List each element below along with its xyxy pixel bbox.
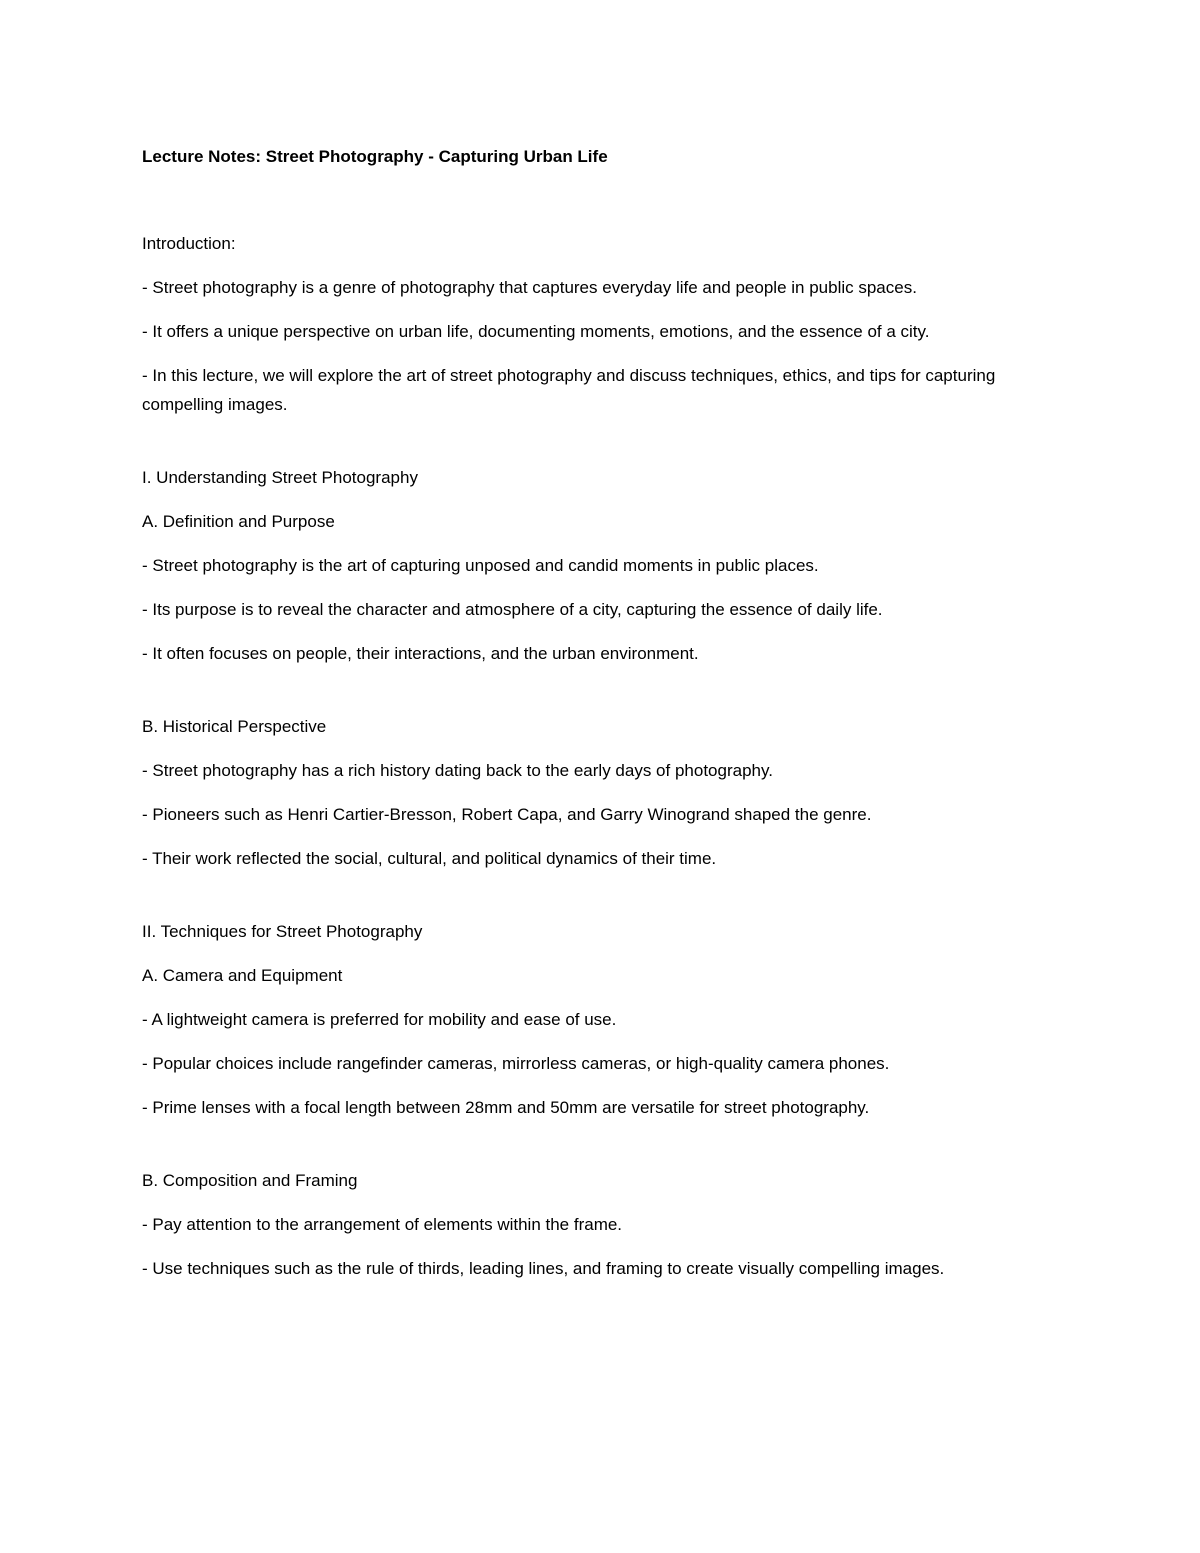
list-item: - Pioneers such as Henri Cartier-Bresson, Robert Capa, and Garry Winogrand shaped the genre. — [142, 805, 872, 824]
document-title: Lecture Notes: Street Photography - Capturing Urban Life — [142, 147, 608, 166]
subsection-heading: A. Camera and Equipment — [142, 966, 343, 985]
section-heading: II. Techniques for Street Photography — [142, 922, 423, 941]
list-item: - Prime lenses with a focal length between 28mm and 50mm are versatile for street photography. — [142, 1098, 870, 1117]
subsection-heading: B. Historical Perspective — [142, 717, 327, 736]
list-item: - Street photography has a rich history dating back to the early days of photography. — [142, 761, 773, 780]
list-item: - It often focuses on people, their interactions, and the urban environment. — [142, 644, 699, 663]
list-item: - Use techniques such as the rule of thirds, leading lines, and framing to create visually compelling images. — [142, 1259, 945, 1278]
list-item: - Street photography is the art of capturing unposed and candid moments in public places. — [142, 556, 819, 575]
spacer — [142, 171, 1057, 229]
subsection-heading: B. Composition and Framing — [142, 1171, 358, 1190]
spacer — [142, 434, 1057, 463]
spacer — [142, 1137, 1057, 1166]
subsection-heading: A. Definition and Purpose — [142, 512, 335, 531]
intro-heading: Introduction: — [142, 234, 236, 253]
intro-item: - It offers a unique perspective on urban life, documenting moments, emotions, and the essence of a city. — [142, 322, 930, 341]
list-item: - Popular choices include rangefinder cameras, mirrorless cameras, or high-quality camera phones. — [142, 1054, 890, 1073]
list-item: - Pay attention to the arrangement of elements within the frame. — [142, 1215, 623, 1234]
list-item: - Their work reflected the social, cultural, and political dynamics of their time. — [142, 849, 717, 868]
spacer — [142, 888, 1057, 917]
intro-item: - Street photography is a genre of photography that captures everyday life and people in public spaces. — [142, 278, 917, 297]
document-body — [142, 142, 1057, 1298]
section-heading: I. Understanding Street Photography — [142, 468, 418, 487]
spacer — [142, 683, 1057, 712]
list-item: - A lightweight camera is preferred for mobility and ease of use. — [142, 1010, 617, 1029]
intro-item: - In this lecture, we will explore the art of street photography and discuss techniques, ethics, and tips for capturing compelling images. — [142, 366, 996, 414]
list-item: - Its purpose is to reveal the character and atmosphere of a city, capturing the essence of daily life. — [142, 600, 883, 619]
